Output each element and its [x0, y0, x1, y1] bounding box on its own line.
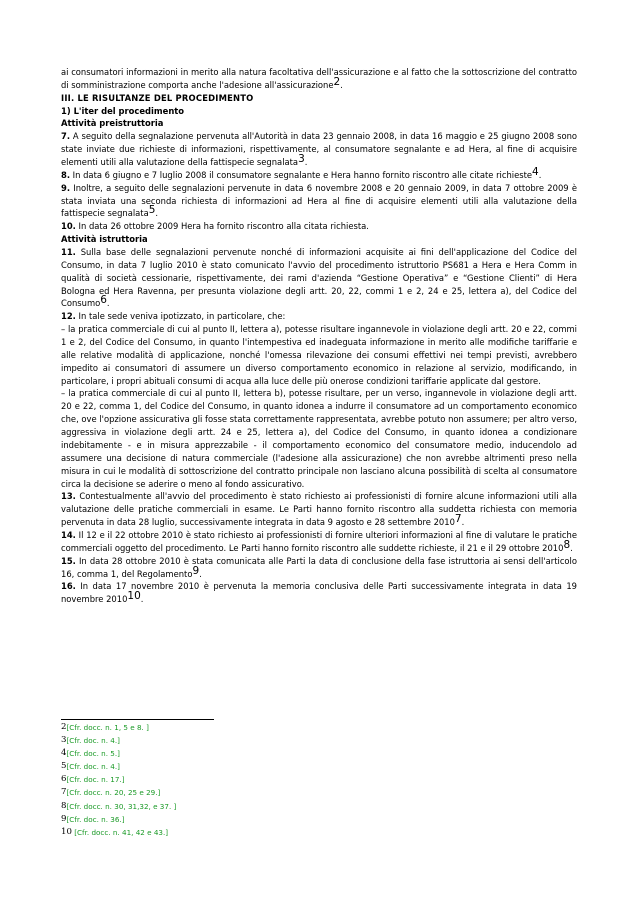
footnote-ref[interactable]: 2: [333, 75, 341, 88]
footnote-link[interactable]: [Cfr. docc. n. 1, 5 e 8. ]: [66, 723, 149, 732]
footnote-number: 5: [61, 761, 67, 772]
paragraph-number: 14.: [61, 529, 76, 540]
section-title: III. LE RISULTANZE DEL PROCEDIMENTO: [61, 92, 254, 103]
footnote-3: [61, 734, 561, 747]
footnote-link[interactable]: [Cfr. doc. n. 4.]: [66, 762, 120, 772]
paragraph-text: In data 17 novembre 2010 è pervenuta la memoria conclusiva delle Parti successivamente integrata in data 19 novembre 2010: [61, 581, 577, 605]
paragraph-number: 7.: [61, 131, 71, 142]
paragraph-end: .: [570, 542, 573, 553]
paragraph-end: .: [538, 169, 542, 180]
paragraph-end: .: [199, 568, 202, 579]
footnote-7: [61, 786, 561, 799]
subsection-title-preistruttoria: Attività preistruttoria: [61, 118, 164, 129]
paragraph-number: 13.: [61, 491, 76, 502]
footnote-number: 9: [61, 813, 67, 824]
paragraph-text: In data 28 ottobre 2010 è stata comunicata alle Parti la data di conclusione della fase istruttoria ai sensi dell'articolo 16, comma 1, del Regolamento: [61, 555, 577, 579]
paragraph-text: ai consumatori informazioni in merito alla natura facoltativa dell'assicurazione e al fatto che la sottoscrizione del contratto di somministrazione comporta anche l'adesione all'assicurazione: [61, 67, 577, 90]
paragraph-number: 15.: [61, 555, 76, 566]
paragraph-text: Inoltre, a seguito delle segnalazioni pervenute in data 6 novembre 2008 e 20 gennaio 2009, in data 7 ottobre 2009 è stata inviata una seconda richiesta di informazioni ad Hera al fine di acquisire elementi utili alla valutazione della fattispecie segnalata: [61, 182, 577, 219]
paragraph-9: [61, 182, 577, 221]
paragraph-text: In tale sede veniva ipotizzato, in particolare, che:: [75, 311, 286, 322]
footnote-link[interactable]: [Cfr. doc. n. 4.]: [66, 736, 120, 746]
paragraph-text: Contestualmente all'avvio del procedimento è stato richiesto ai professionisti di fornire alcune informazioni utili alla valutazione delle pratiche commerciali in esame. Le Parti hanno fornito riscontro alla suddetta richiesta con memoria pervenuta in data 28 luglio, successivamente integrata in data 9 agosto e 28 settembre 2010: [61, 491, 577, 528]
footnote-link[interactable]: [Cfr. doc. n. 17.]: [66, 775, 125, 785]
paragraph-number: 10.: [61, 221, 76, 232]
footnote-link[interactable]: [Cfr. doc. n. 36.]: [66, 814, 125, 824]
footnote-6: [61, 773, 561, 786]
paragraph-14: [61, 529, 577, 555]
footnote-number: 6: [61, 774, 67, 785]
paragraph-number: 16.: [61, 581, 76, 592]
footnote-ref[interactable]: 8: [563, 538, 571, 551]
footnote-ref[interactable]: 3: [298, 153, 305, 166]
footnote-number: 3: [61, 735, 67, 746]
footnote-separator: [61, 719, 214, 720]
footnote-link[interactable]: [Cfr. docc. n. 20, 25 e 29.]: [66, 788, 161, 798]
paragraph-7: [61, 130, 577, 169]
paragraph-10: [61, 220, 577, 233]
intro-paragraph: [61, 66, 577, 92]
paragraph-end: .: [106, 298, 110, 309]
paragraph-end: .: [461, 517, 465, 528]
paragraph-13: [61, 490, 577, 529]
paragraph-16: [61, 580, 577, 606]
paragraph-12-bullet-2: – la pratica commerciale di cui al punto II, lettera b), potesse risultare, per un verso, ingannevole in violazione degli artt. 20 e 22, comma 1, del Codice del Consumo, in quanto idonea a indurre il consumatore ad un comportamento economico che, ove l'opzione assicurativa gli fosse stata correttamente rappresentata, avrebbe potuto non assumere; per altro verso, aggressiva in violazione degli artt. 24 e 25, lettera a), del Codice del Consumo, in quanto idonea a condizionare indebitamente - e in misura apprezzabile - il comportamento economico del consumatore medio, inducendolo ad assumere una decisione di natura commerciale (l'adesione alla assicurazione) che non avrebbe altrimenti preso nella misura in cui le modalità di sottoscrizione del contratto principale non lasciano alcuna possibilità di scelta al consumatore circa la decisione se aderire o meno al fondo assicurativo.: [61, 388, 577, 489]
footnote-number: 8: [61, 800, 67, 811]
paragraph-number: 12.: [61, 311, 76, 322]
footnote-8: [61, 800, 561, 813]
paragraph-text: Il 12 e il 22 ottobre 2010 è stato richiesto ai professionisti di fornire ulteriori informazioni al fine di valutare le pratiche commerciali oggetto del procedimento. Le Parti hanno fornito riscontro alle suddette richieste, il 21 e il 29 ottobre 2010: [61, 529, 577, 553]
paragraph-text: A seguito della segnalazione pervenuta all'Autorità in data 23 gennaio 2008, in data 16 maggio e 25 giugno 2008 sono state inviate due richieste di informazioni, rispettivamente, al consumatore segnalante e ad Hera, al fine di acquisire elementi utili alla valutazione della fattispecie segnalata: [61, 131, 577, 168]
paragraph-15: [61, 555, 577, 581]
footnote-ref[interactable]: 6: [100, 294, 107, 307]
footnote-9: [61, 813, 561, 826]
paragraph-text: Sulla base delle segnalazioni pervenute nonché di informazioni acquisite ai fini dell'applicazione del Codice del Consumo, in data 7 luglio 2010 è stato comunicato l'avvio del procedimento istruttorio PS681 a Hera e Hera Comm in qualità di società cessionarie, rispettivamente, dei rami d'azienda “Gestione Operativa” e “Gestione Clienti” di Hera Bologna ed Hera Ravenna, per presunta violazione degli artt. 20, 22, commi 1 e 2, 24 e 25, lettera a), del Codice del Consumo: [61, 247, 577, 309]
footnote-2: [61, 721, 561, 734]
footnotes: [61, 719, 561, 839]
paragraph-end: .: [304, 157, 308, 168]
paragraph-number: 9.: [61, 182, 71, 193]
footnote-ref[interactable]: 9: [192, 564, 200, 577]
footnote-link[interactable]: [Cfr. doc. n. 5.]: [66, 749, 120, 759]
footnote-10: [61, 826, 561, 839]
footnote-number: 4: [61, 748, 67, 759]
document-body: [61, 66, 577, 606]
footnote-ref[interactable]: 4: [532, 165, 539, 178]
footnote-5: [61, 760, 561, 773]
paragraph-12-bullet-1: – la pratica commerciale di cui al punto II, lettera a), potesse risultare ingannevole in violazione degli artt. 20 e 22, commi 1 e 2, del Codice del Consumo, in quanto l'intempestiva ed inadeguata informazione in merito alle modifiche tariffarie e alle relative modalità di applicazione, nonché l'omessa rilevazione dei consumi effettivi nei tempi previsti, avrebbero impedito ai consumatori di assumere un diverso comportamento economico in relazione al servizio, modificando, in particolare, i propri abituali consumi di acqua alla luce delle più onerose condizioni tariffarie applicate dal gestore.: [61, 324, 577, 386]
footnote-4: [61, 747, 561, 760]
footnote-link[interactable]: [Cfr. docc. n. 30, 31,32, e 37. ]: [66, 801, 177, 811]
footnote-link[interactable]: [Cfr. docc. n. 41, 42 e 43.]: [71, 827, 169, 837]
paragraph-text: In data 6 giugno e 7 luglio 2008 il consumatore segnalante e Hera hanno fornito riscontro alle citate richieste: [70, 169, 533, 180]
footnote-ref[interactable]: 10: [127, 590, 141, 603]
footnote-number: 2: [61, 722, 67, 732]
paragraph-end: .: [340, 79, 343, 90]
footnote-number: 7: [61, 787, 67, 798]
paragraph-number: 8.: [61, 169, 71, 180]
footnote-number: 10: [61, 826, 72, 837]
paragraph-number: 11.: [61, 247, 76, 258]
paragraph-8: [61, 165, 577, 182]
footnote-ref[interactable]: 7: [454, 513, 462, 526]
paragraph-end: .: [155, 208, 159, 219]
subsection-title-iter: 1) L'iter del procedimento: [61, 105, 185, 116]
paragraph-text: In data 26 ottobre 2009 Hera ha fornito riscontro alla citata richiesta.: [75, 221, 369, 232]
paragraph-11: [61, 246, 577, 310]
footnote-ref[interactable]: 5: [148, 204, 156, 217]
paragraph-12: [61, 310, 577, 323]
paragraph-end: .: [140, 594, 144, 605]
subsection-title-istruttoria: Attività istruttoria: [61, 234, 148, 245]
